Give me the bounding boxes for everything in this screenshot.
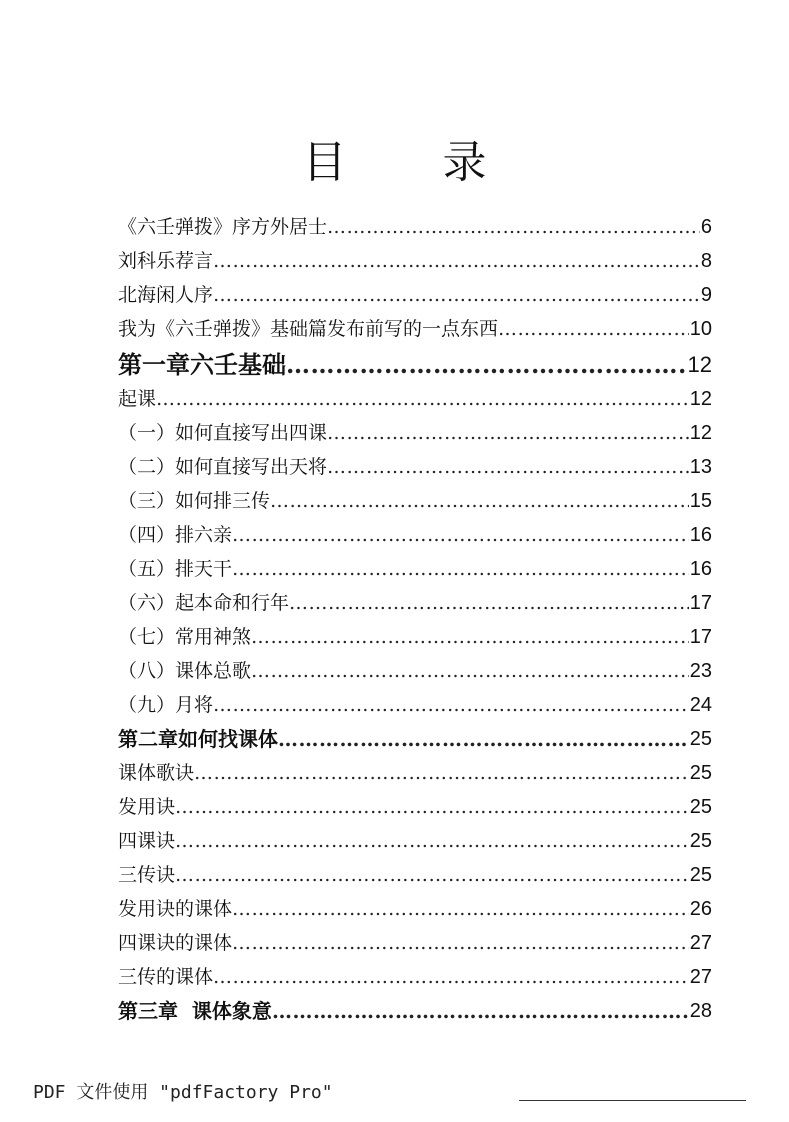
toc-entry-title: 《六壬弹拨》序方外居士 <box>118 216 328 238</box>
toc-entry-page: 9 <box>700 284 712 306</box>
toc-entry-title: 三传的课体 <box>118 966 214 988</box>
toc-entry-page: 25 <box>689 728 712 750</box>
toc-entry-page: 13 <box>689 456 712 478</box>
toc-entry-title: 课体歌诀 <box>118 762 195 784</box>
toc-entry[interactable] <box>118 242 712 276</box>
toc-entry-title: 刘科乐荐言 <box>118 250 214 272</box>
toc-entry-page: 15 <box>689 490 712 512</box>
toc-entry-page: 17 <box>689 592 712 614</box>
toc-entry-page: 24 <box>689 694 712 716</box>
toc-entry-page: 10 <box>689 318 712 340</box>
toc-entry-page: 12 <box>689 422 712 444</box>
toc-entry-page: 6 <box>700 216 712 238</box>
toc-entry[interactable] <box>118 686 712 720</box>
toc-entry-title: （三）如何排三传 <box>118 490 271 512</box>
toc-entry-title: （七）常用神煞 <box>118 626 252 648</box>
toc-entry-title: 北海闲人序 <box>118 284 214 306</box>
toc-entry-page: 25 <box>689 762 712 784</box>
toc-leader-dots <box>327 454 689 480</box>
toc-entry[interactable] <box>118 890 712 924</box>
toc-entry[interactable] <box>118 584 712 618</box>
footer-watermark-text: PDF 文件使用 "pdfFactory Pro" <box>33 1082 333 1103</box>
toc-entry[interactable] <box>118 208 712 242</box>
toc-leader-dots <box>213 692 689 718</box>
toc-entry[interactable] <box>118 822 712 856</box>
toc-leader-dots <box>213 248 700 274</box>
toc-entry-title: （四）排六亲 <box>118 524 233 546</box>
toc-entry[interactable] <box>118 516 712 550</box>
toc-leader-dots <box>251 624 689 650</box>
toc-entry-title: 起课 <box>118 388 157 410</box>
toc-entry-page: 25 <box>689 796 712 818</box>
table-of-contents <box>118 208 712 1026</box>
toc-leader-dots <box>194 760 689 786</box>
toc-leader-dots <box>270 488 689 514</box>
footer-link-underline <box>519 1100 746 1101</box>
toc-chapter-entry[interactable] <box>118 720 712 754</box>
toc-entry-title: （九）月将 <box>118 694 214 716</box>
toc-entry[interactable] <box>118 380 712 414</box>
toc-entry-title: （二）如何直接写出天将 <box>118 456 328 478</box>
toc-leader-dots <box>232 522 689 548</box>
toc-entry[interactable] <box>118 958 712 992</box>
toc-leader-dots <box>156 386 689 412</box>
toc-entry-title: 三传诀 <box>118 864 176 886</box>
page-title: 目录 <box>302 137 583 188</box>
toc-entry-page: 16 <box>689 524 712 546</box>
toc-leader-dots <box>213 964 689 990</box>
toc-leader-dots <box>175 794 689 820</box>
toc-leader-dots <box>327 214 700 240</box>
toc-entry[interactable] <box>118 924 712 958</box>
toc-entry-title: 第一章六壬基础 <box>118 350 286 379</box>
toc-entry-title: 四课诀 <box>118 830 176 852</box>
toc-leader-dots <box>232 556 689 582</box>
toc-entry-page: 12 <box>689 388 712 410</box>
toc-entry[interactable] <box>118 856 712 890</box>
toc-entry[interactable] <box>118 618 712 652</box>
toc-entry[interactable] <box>118 414 712 448</box>
toc-leader-dots <box>251 658 689 684</box>
toc-entry-title: （六）起本命和行年 <box>118 592 290 614</box>
toc-leader-dots <box>272 998 689 1024</box>
toc-chapter-entry[interactable] <box>118 344 712 380</box>
toc-entry[interactable] <box>118 550 712 584</box>
toc-leader-dots <box>498 316 689 342</box>
toc-entry-title: 第二章如何找课体 <box>118 727 278 751</box>
toc-entry-page: 12 <box>687 352 712 377</box>
toc-entry[interactable] <box>118 448 712 482</box>
toc-leader-dots <box>278 726 689 752</box>
toc-entry[interactable] <box>118 276 712 310</box>
toc-entry[interactable] <box>118 754 712 788</box>
toc-leader-dots <box>327 420 689 446</box>
toc-leader-dots <box>289 590 689 616</box>
toc-entry-title: （一）如何直接写出四课 <box>118 422 328 444</box>
toc-entry-page: 28 <box>689 1000 712 1022</box>
toc-entry-page: 25 <box>689 830 712 852</box>
toc-leader-dots <box>232 896 689 922</box>
toc-leader-dots <box>232 930 689 956</box>
toc-entry-title: 第三章 课体象意 <box>118 999 272 1023</box>
toc-chapter-entry[interactable] <box>118 992 712 1026</box>
toc-entry-title: 四课诀的课体 <box>118 932 233 954</box>
toc-entry-title: （五）排天干 <box>118 558 233 580</box>
toc-entry-page: 26 <box>689 898 712 920</box>
toc-entry-page: 27 <box>689 966 712 988</box>
toc-leader-dots <box>175 828 689 854</box>
toc-entry-page: 16 <box>689 558 712 580</box>
toc-entry-title: 我为《六壬弹拨》基础篇发布前写的一点东西 <box>118 318 499 340</box>
toc-entry-title: （八）课体总歌 <box>118 660 252 682</box>
toc-entry[interactable] <box>118 652 712 686</box>
toc-leader-dots <box>175 862 689 888</box>
toc-entry[interactable] <box>118 482 712 516</box>
toc-entry-page: 8 <box>700 250 712 272</box>
toc-entry-title: 发用诀的课体 <box>118 898 233 920</box>
toc-entry[interactable] <box>118 788 712 822</box>
toc-leader-dots <box>286 352 687 378</box>
toc-entry-page: 27 <box>689 932 712 954</box>
toc-entry-page: 17 <box>689 626 712 648</box>
toc-entry[interactable] <box>118 310 712 344</box>
toc-entry-page: 25 <box>689 864 712 886</box>
toc-entry-page: 23 <box>689 660 712 682</box>
toc-leader-dots <box>213 282 700 308</box>
toc-entry-title: 发用诀 <box>118 796 176 818</box>
